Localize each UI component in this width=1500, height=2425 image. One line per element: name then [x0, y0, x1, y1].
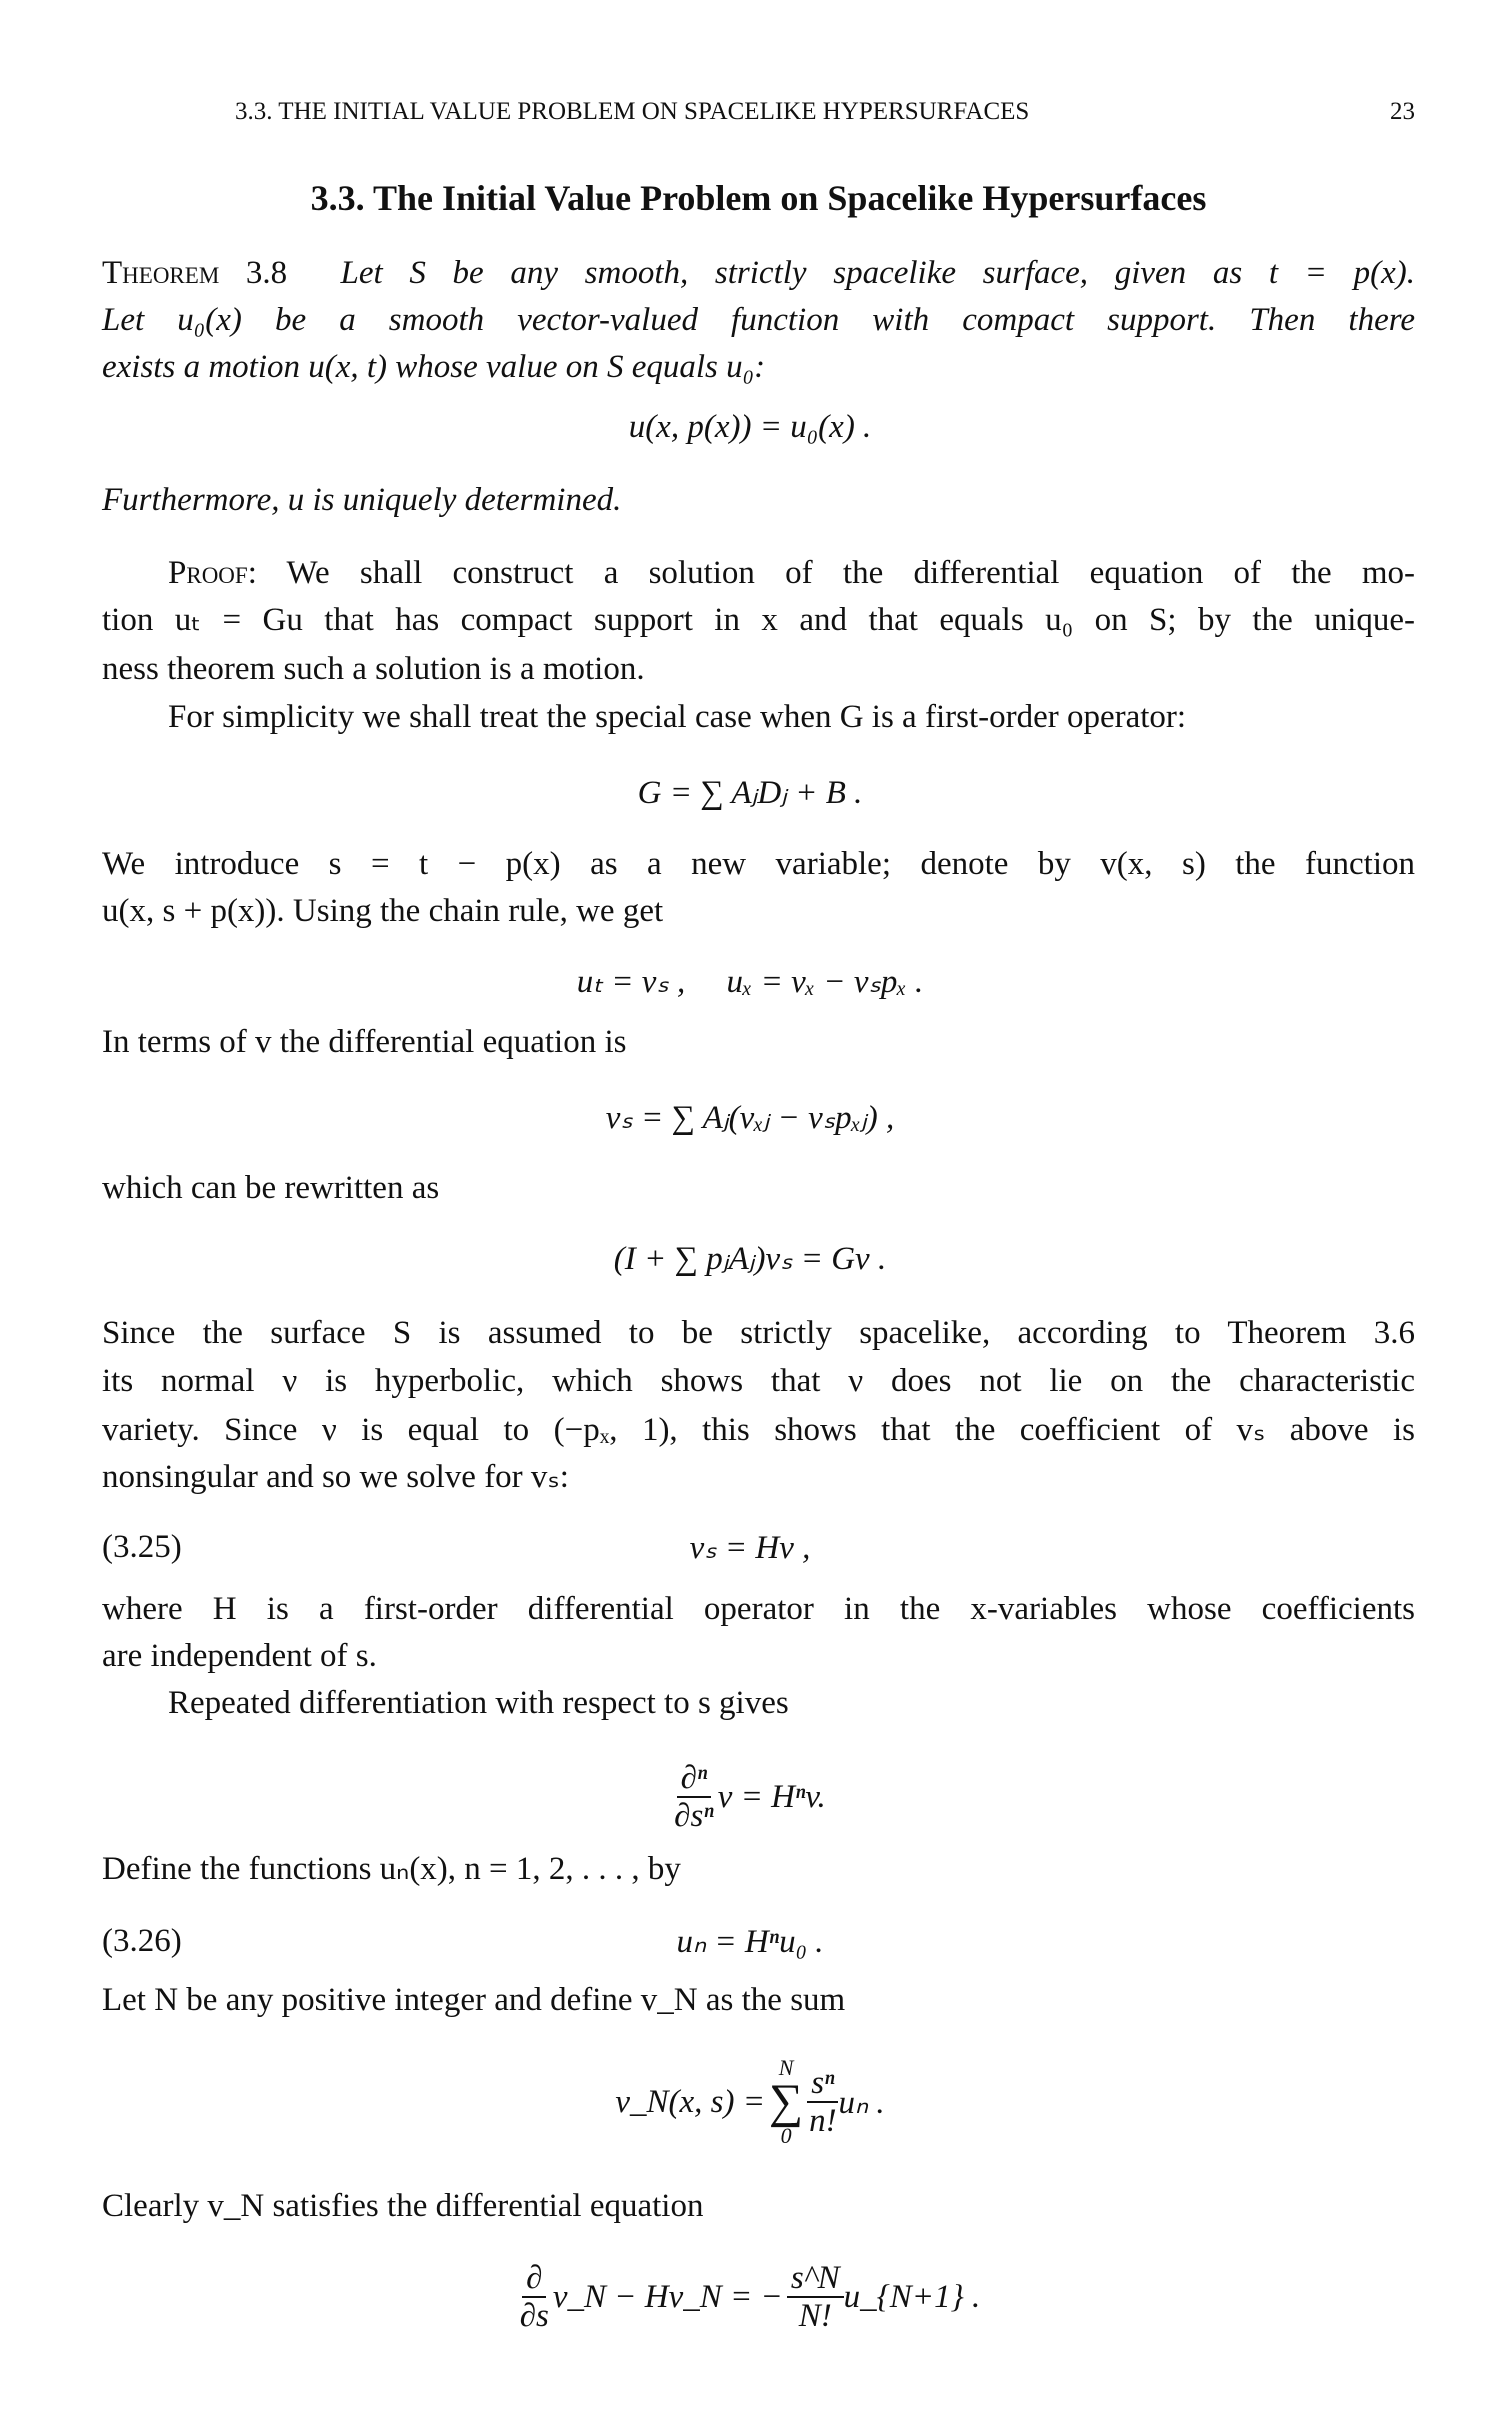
proof-line: Let N be any positive integer and define v_N as the sum — [102, 1982, 846, 2018]
theorem-line: Theorem 3.8 Let S be any smooth, strictly spacelike surface, given as t = p(x). — [102, 255, 1415, 291]
equation-3-25: vₛ = Hv , — [689, 1530, 811, 1566]
equation-chain-rule: uₜ = vₛ , uₓ = vₓ − vₛpₓ . — [576, 964, 924, 1000]
theorem-line: Let u₀(x) be a smooth vector-valued function with compact support. Then there — [102, 302, 1415, 338]
proof-line: are independent of s. — [102, 1638, 377, 1674]
proof-line: nonsingular and so we solve for vₛ: — [102, 1459, 569, 1495]
fraction: $\frac{s\^{}N}{N!}$ — [787, 2260, 844, 2334]
proof-line: For simplicity we shall treat the special case when G is a first-order operator: — [168, 699, 1187, 735]
proof-line: We introduce s = t − p(x) as a new variable; denote by v(x, s) the function — [102, 846, 1415, 882]
proof-line: its normal ν is hyperbolic, which shows that ν does not lie on the characteristic — [102, 1363, 1415, 1399]
proof-line: which can be rewritten as — [102, 1170, 440, 1206]
running-title: 3.3. THE INITIAL VALUE PROBLEM ON SPACELIKE HYPERSURFACES — [235, 98, 1030, 125]
proof-line: where H is a first-order differential operator in the x-variables whose coefficients — [102, 1591, 1415, 1627]
proof-line: Clearly v_N satisfies the differential equation — [102, 2188, 704, 2224]
equation-number-3-26: (3.26) — [102, 1923, 182, 1959]
page-number: 23 — [1390, 98, 1415, 125]
theorem-label: Theorem 3.8 — [102, 255, 288, 291]
equation-vN-sum: v_N(x, s) = N ∑ 0 $\frac{\text{sⁿ}}{n!}$ uₙ . — [615, 2055, 885, 2148]
theorem-closing: Furthermore, u is uniquely determined. — [102, 482, 622, 518]
proof-line: Proof: We shall construct a solution of the differential equation of the mo- — [168, 555, 1415, 591]
proof-line: tion uₜ = Gu that has compact support in x and that equals u₀ on S; by the unique- — [102, 602, 1415, 638]
proof-line: u(x, s + p(x)). Using the chain rule, we get — [102, 893, 664, 929]
equation-number-3-25: (3.25) — [102, 1529, 182, 1565]
proof-line: Since the surface S is assumed to be strictly spacelike, according to Theorem 3.6 — [102, 1315, 1415, 1351]
section-title: 3.3. The Initial Value Problem on Spacelike Hypersurfaces — [310, 178, 1207, 218]
proof-line: Repeated differentiation with respect to s gives — [168, 1685, 789, 1721]
equation-rewritten: (I + ∑ pⱼAⱼ)vₛ = Gv . — [613, 1241, 887, 1277]
equation-vN-differential: $\frac{\partial}{\partial s}$ v_N − Hv_N = − $\frac{s\^{}N}{N!}$ u_{N+1} . — [519, 2260, 981, 2334]
theorem-equation: u(x, p(x)) = u₀(x) . — [628, 408, 872, 445]
equation-3-26: uₙ = Hⁿu₀ . — [676, 1924, 824, 1960]
fraction: $\frac{\partial}{\partial s}$ — [519, 2260, 549, 2334]
proof-label: Proof: — [168, 555, 257, 591]
proof-line: In terms of v the differential equation is — [102, 1024, 627, 1060]
summation-icon: N ∑ 0 — [769, 2055, 804, 2148]
equation-G: G = ∑ AⱼDⱼ + B . — [637, 775, 863, 811]
equation-repeated-derivative: $\frac{\text{∂ⁿ}}{\text{∂sⁿ}}$ v = Hⁿv. — [674, 1760, 826, 1834]
equation-vs: vₛ = ∑ Aⱼ(vₓⱼ − vₛpₓⱼ) , — [605, 1100, 895, 1136]
proof-line: Define the functions uₙ(x), n = 1, 2, . . . , by — [102, 1851, 681, 1887]
proof-line: ness theorem such a solution is a motion. — [102, 651, 645, 687]
theorem-line: exists a motion u(x, t) whose value on S equals u₀: — [102, 349, 766, 385]
fraction: $\frac{\text{∂ⁿ}}{\text{∂sⁿ}}$ — [674, 1760, 714, 1834]
fraction: $\frac{\text{sⁿ}}{n!}$ — [809, 2065, 837, 2139]
proof-line: variety. Since ν is equal to (−pₓ, 1), this shows that the coefficient of vₛ above is — [102, 1412, 1415, 1448]
